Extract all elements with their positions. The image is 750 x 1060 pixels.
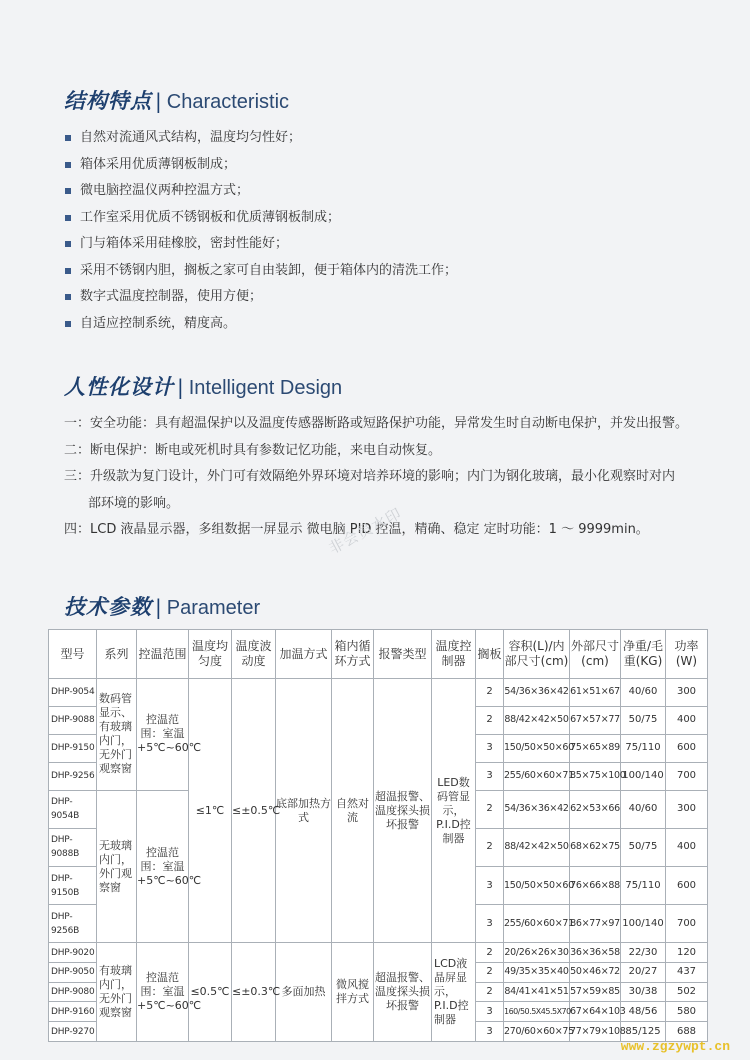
heating-cell: 底部加热方式 [276,679,332,943]
range-cell: 控温范围：室温+5℃~60℃ [137,943,189,1042]
column-header: 型号 [49,630,97,679]
list-item: 数字式温度控制器，使用方便； [64,287,457,314]
list-item: 门与箱体采用硅橡胶，密封性能好； [64,234,457,261]
bullet-square-icon [65,268,71,274]
table-row: DHP-9054 数码管显示、有玻璃内门，无外门观察窗 控温范围：室温+5℃~60℃ ≤1℃ ≤±0.5℃ 底部加热方式 自然对流 超温报警、温度探头损坏报警 LED数码管显示，P.I.D控制器 2 54/36×36×42 61×51×67 40/60 300 [49,679,708,707]
list-item: 工作室采用优质不锈钢板和优质薄钢板制成； [64,208,457,235]
series-cell: 数码管显示、有玻璃内门，无外门观察窗 [97,679,137,791]
bullet-square-icon [65,162,71,168]
column-header: 净重/毛重(KG) [621,630,666,679]
characteristic-title-cn: 结构特点 [64,89,152,113]
table-row: DHP-9080 2 84/41×41×51 57×59×85 30/38 502 [49,982,708,1002]
bullet-square-icon [65,294,71,300]
table-row: DHP-9020 有玻璃内门，无外门观察窗 控温范围：室温+5℃~60℃ ≤0.5℃ ≤±0.3℃ 多面加热 微风搅拌方式 超温报警、温度探头损坏报警 LCD液晶屏显示，P.I.D控制器 2 20/26×26×30 36×36×58 22/30 120 [49,943,708,963]
circulation-cell: 自然对流 [332,679,374,943]
bullet-square-icon [65,215,71,221]
column-header: 容积(L)/内部尺寸(cm) [504,630,570,679]
column-header: 温度控制器 [432,630,476,679]
design-item: 二：断电保护：断电或死机时具有参数记忆功能，来电自动恢复。 [64,442,442,458]
title-separator: | [155,595,162,619]
title-separator: | [155,89,162,113]
table-row: DHP-9150 3 150/50×50×60 75×65×89 75/110 600 [49,734,708,762]
table-row: DHP-9088 2 88/42×42×50 67×57×77 50/75 400 [49,706,708,734]
alarm-cell: 超温报警、温度探头损坏报警 [374,679,432,943]
design-heading [64,371,342,401]
design-item: 一：安全功能：具有超温保护以及温度传感器断路或短路保护功能，异常发生时自动断电保护，并发出报警。 [64,416,689,431]
uniformity-cell: ≤1℃ [189,679,232,943]
column-header: 加温方式 [276,630,332,679]
site-watermark: www.zgzywpt.cn [620,1039,730,1054]
column-header: 搁板 [476,630,504,679]
design-item-continued: 部环境的影响。 [88,495,180,511]
range-cell: 控温范围：室温+5℃~60℃ [137,679,189,791]
controller-cell: LED数码管显示，P.I.D控制器 [432,679,476,943]
bullet-square-icon [65,135,71,141]
column-header: 箱内循环方式 [332,630,374,679]
controller-cell: LCD液晶屏显示，P.I.D控制器 [432,943,476,1042]
list-item: 采用不锈钢内胆，搁板之家可自由装卸，便于箱体内的清洗工作； [64,261,457,288]
fluctuation-cell: ≤±0.5℃ [232,679,276,943]
table-row: DHP-9256B 3 255/60×60×71 86×77×97 100/140 700 [49,905,708,943]
column-header: 温度均匀度 [189,630,232,679]
table-row: DHP-9088B 2 88/42×42×50 68×62×75 50/75 400 [49,828,708,866]
table-row: DHP-9054B 无玻璃内门，外门观察窗 控温范围：室温+5℃~60℃ 2 54/36×36×42 62×53×66 40/60 300 [49,790,708,828]
watermark-text: 非会员水印 [325,504,405,558]
series-cell: 无玻璃内门，外门观察窗 [97,790,137,943]
alarm-cell: 超温报警、温度探头损坏报警 [374,943,432,1042]
range-cell: 控温范围：室温+5℃~60℃ [137,790,189,943]
column-header: 控温范围 [137,630,189,679]
table-row: DHP-9150B 3 150/50×50×60 76×66×88 75/110 600 [49,867,708,905]
series-cell: 有玻璃内门，无外门观察窗 [97,943,137,1042]
list-item: 自适应控制系统，精度高。 [64,314,457,341]
characteristic-title-en: Characteristic [166,91,290,113]
column-header: 报警类型 [374,630,432,679]
list-item: 微电脑控温仪两种控温方式； [64,181,457,208]
parameter-heading [64,591,260,621]
characteristic-heading [64,85,289,115]
parameter-title-cn: 技术参数 [64,595,152,619]
fluctuation-cell: ≤±0.3℃ [232,943,276,1042]
circulation-cell: 微风搅拌方式 [332,943,374,1042]
table-row: DHP-9050 2 49/35×35×40 50×46×72 20/27 437 [49,963,708,983]
design-item: 三：升级款为复门设计，外门可有效隔绝外界环境对培养环境的影响；内门为钢化玻璃，最小化观察时对内 [64,469,676,485]
design-title-en: Intelligent Design [188,377,343,399]
uniformity-cell: ≤0.5℃ [189,943,232,1042]
table-header-row [49,630,708,679]
parameter-table [48,629,708,1042]
table-row: DHP-9160 3 160/50.5X45.5X70 67×64×103 48/56 580 [49,1002,708,1022]
heating-cell: 多面加热 [276,943,332,1042]
bullet-square-icon [65,188,71,194]
list-item: 箱体采用优质薄钢板制成； [64,155,457,182]
column-header: 外部尺寸(cm) [570,630,621,679]
column-header: 功率(W) [666,630,708,679]
design-title-cn: 人性化设计 [64,375,174,399]
design-item: 四：LCD 液晶显示器，多组数据一屏显示 微电脑 PID 控温，精确、稳定 定时功能：1 ～ 9999min。 [64,522,649,538]
title-separator: | [177,375,184,399]
parameter-title-en: Parameter [166,597,261,619]
table-row: DHP-9270 3 270/60×60×75 77×79×108 85/125 688 [49,1022,708,1042]
column-header: 系列 [97,630,137,679]
bullet-square-icon [65,241,71,247]
list-item: 自然对流通风式结构，温度均匀性好； [64,128,457,155]
characteristic-list [64,128,457,340]
column-header: 温度波动度 [232,630,276,679]
table-row: DHP-9256 3 255/60×60×71 85×75×100 100/140 700 [49,762,708,790]
bullet-square-icon [65,321,71,327]
